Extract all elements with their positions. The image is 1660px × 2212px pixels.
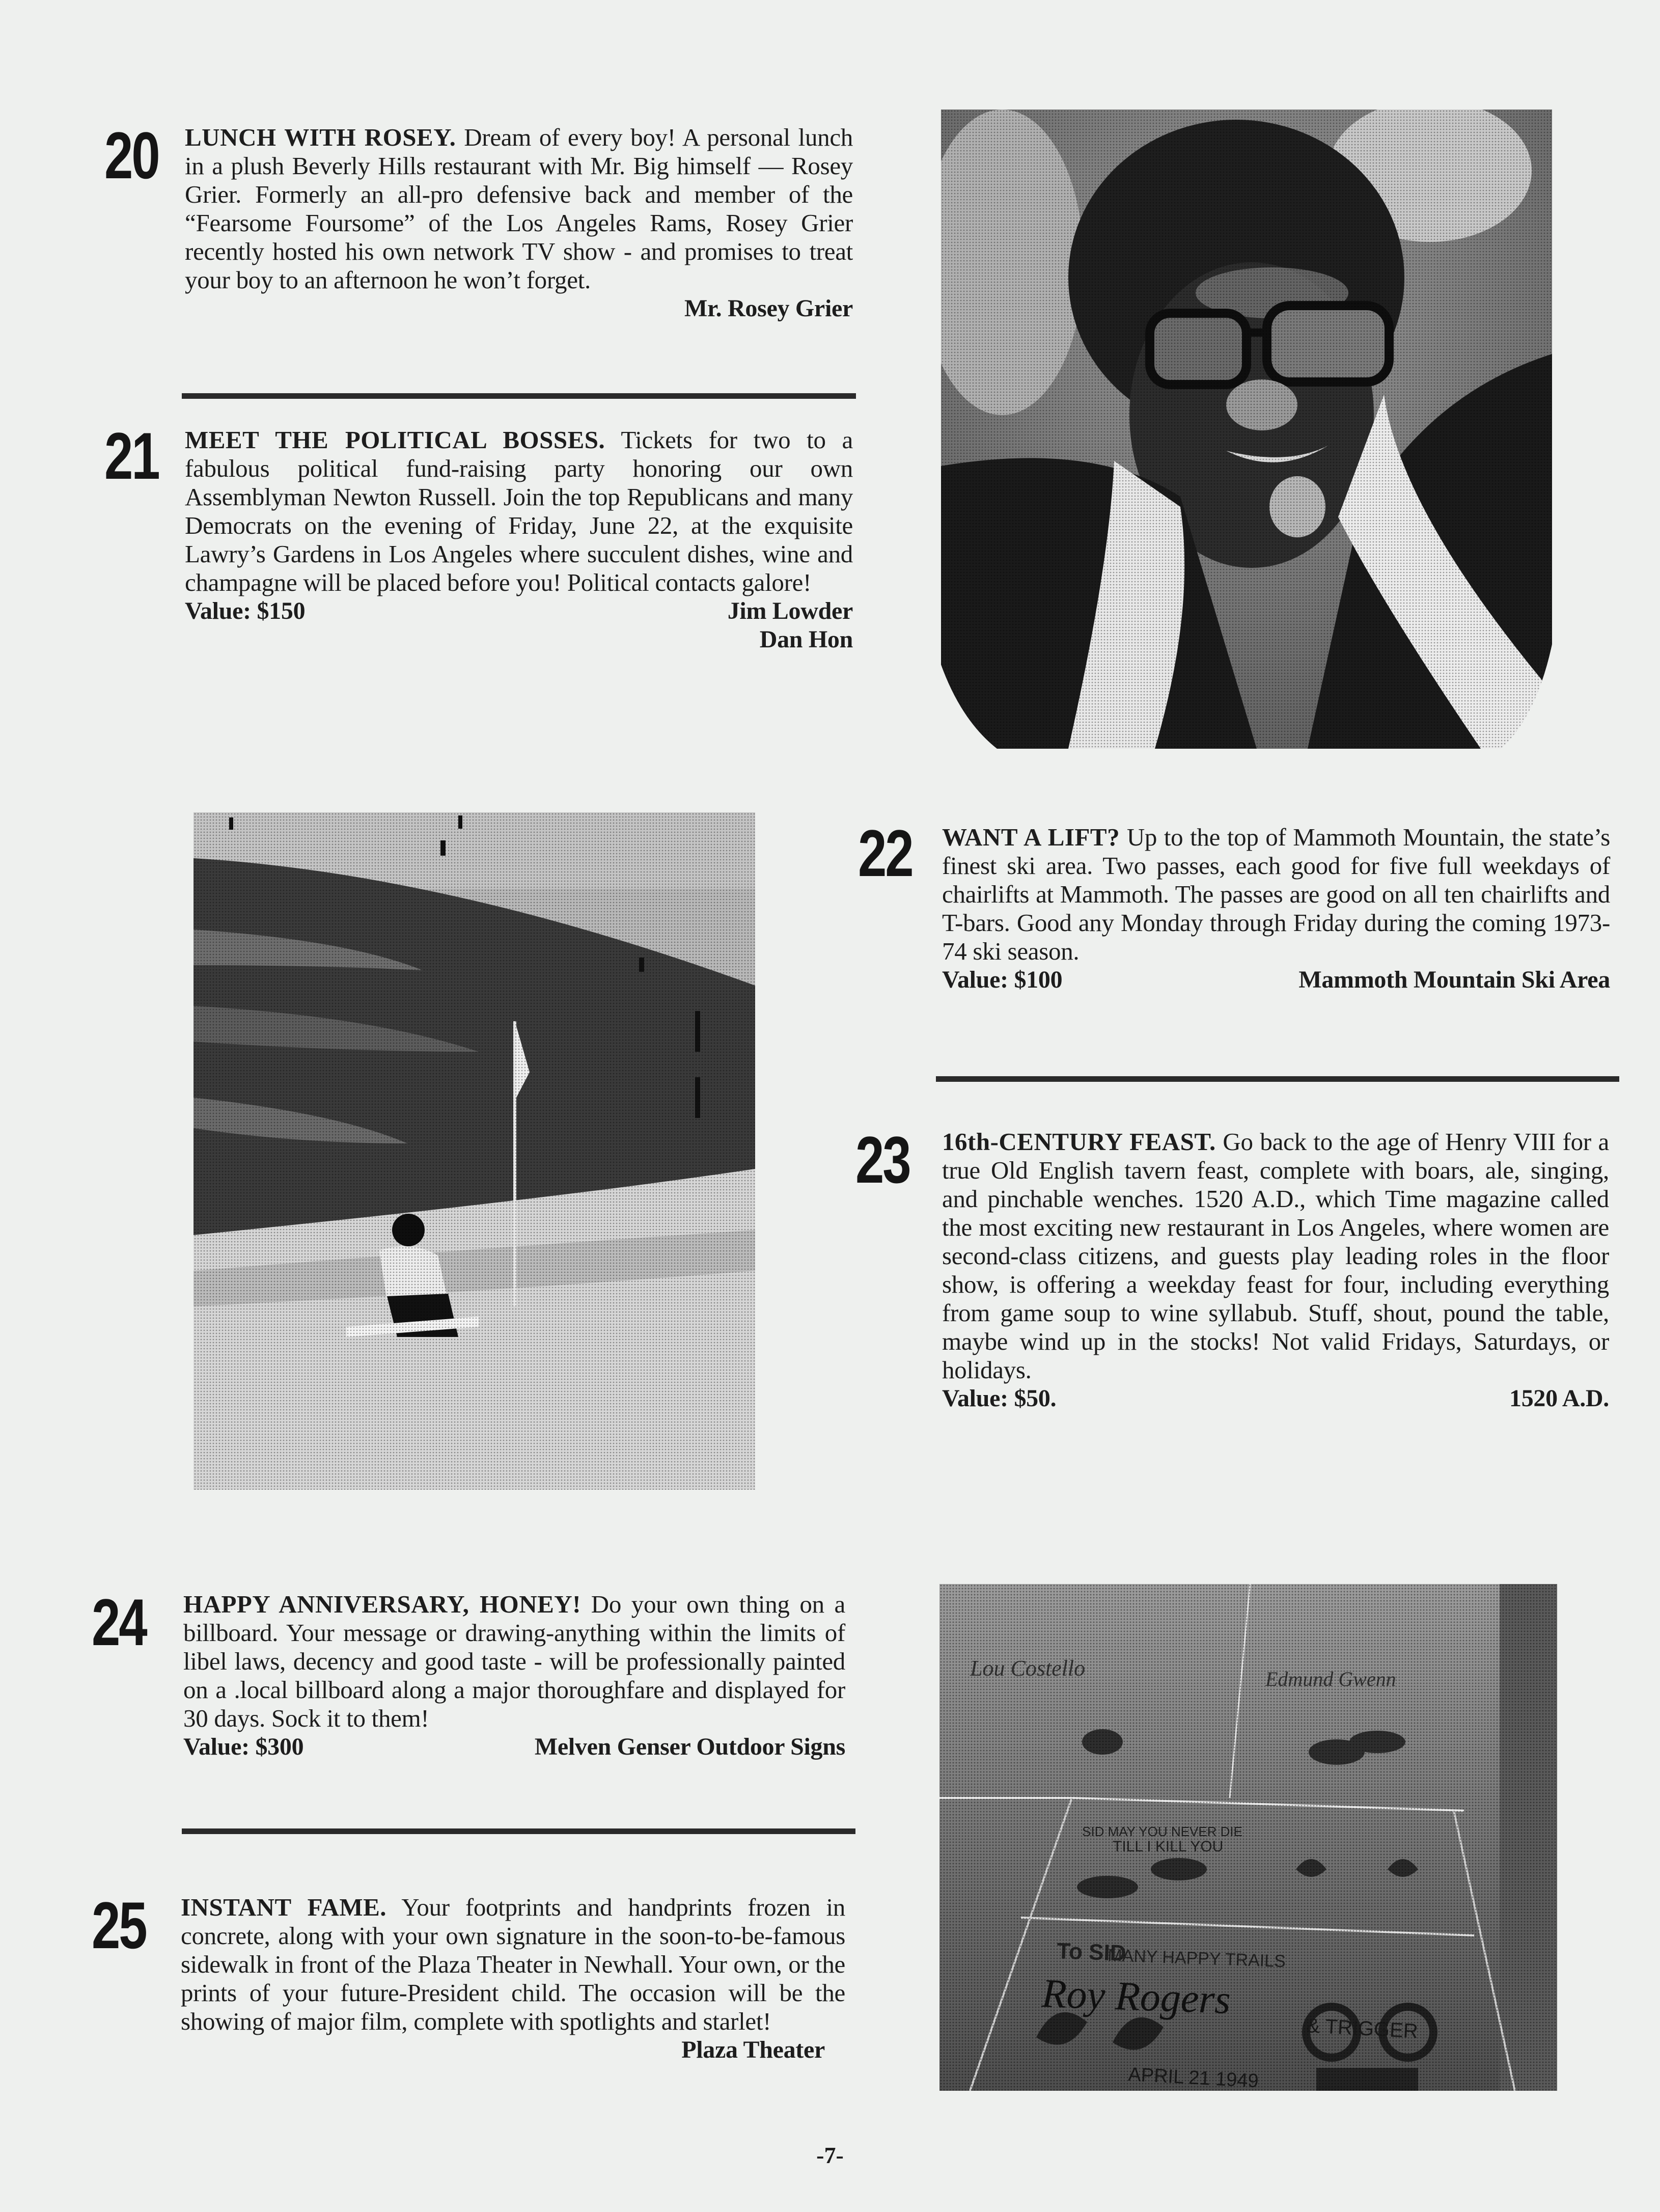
item-number: 24 [92,1585,146,1659]
item-description [181,1893,845,2064]
item-value: Value: $150 [185,597,306,624]
item-text: Your footprints and handprints frozen in concrete, along with your own signature in the soon-to-be-famous sidewalk in front of the Plaza Theater in Newhall. Your own, or the prints of your future-President child. The occasion will be the showing of major film, complete with spotlights and starlet! [181,1893,846,2035]
item-footer [942,966,1610,994]
item-number: 20 [104,118,159,193]
concrete-footprints-image [939,1584,1557,2091]
section-divider [182,393,856,399]
item-title: MEET THE POLITICAL BOSSES. [185,426,605,454]
item-donor-2: Dan Hon [759,626,853,653]
portrait-image [941,110,1552,749]
auction-item-23 [855,1123,1617,1514]
item-description [183,1590,845,1761]
item-value: Value: $100 [942,966,1063,993]
item-description [942,1128,1609,1413]
footprints-photo [939,1584,1557,2091]
auction-item-25 [92,1888,855,2126]
item-text: Tickets for two to a fabulous political fund-raising party honoring our own Assemblyman Newton Russell. Join the top Republicans and many Democrats on the evening of Friday, June 22, at the exquisite Lawry’s Gardens in Los Angeles where succulent dishes, wine and champagne will be placed before you! Political contacts galore! [185,426,853,596]
item-donor: Mr. Rosey Grier [684,295,853,322]
item-description [942,823,1610,994]
auction-item-20 [104,118,855,387]
item-text: Dream of every boy! A personal lunch in a plush Beverly Hills restaurant with Mr. Big himself — Rosey Grier. Formerly an all-pro defensive back and member of the “Fearsome Foursome” of the Los Angeles Rams, Rosey Grier recently hosted his own network TV show - and promises to treat your boy to an afternoon he won’t forget. [185,123,853,294]
section-divider [182,1828,855,1834]
item-text: Up to the top of Mammoth Mountain, the state’s finest ski area. Two passes, each good for five full weekdays of chairlifts at Mammoth. The passes are good on all ten chairlifts and T-bars. Good any Monday through Friday during the coming 1973-74 ski season. [942,823,1610,965]
item-title: LUNCH WITH ROSEY. [185,123,456,151]
item-donor: Melven Genser Outdoor Signs [534,1733,845,1760]
auction-item-21 [104,419,855,718]
item-number: 23 [855,1123,910,1197]
auction-item-22 [858,816,1617,1054]
item-title: WANT A LIFT? [942,823,1120,851]
page-number: -7- [816,2142,844,2168]
item-number: 21 [104,419,159,493]
section-divider [936,1076,1619,1082]
item-text: Go back to the age of Henry VIII for a true Old English tavern feast, complete with boars, ale, singing, and pinchable wenches. 1520 A.D., which Time magazine called the most exciting new restaurant in Los Angeles, where women are second-class citizens, and guests play leading roles in the floor show, is offering a weekday feast for four, including everything from game soup to wine syllabub. Stuff, shout, pound the table, maybe wind up in the stocks! Not valid Fridays, Saturdays, or holidays. [942,1128,1609,1384]
skier-photo [193,812,755,1490]
item-text: Do your own thing on a billboard. Your message or drawing-anything within the limits of libel laws, decency and good taste - will be professionally painted on a .local billboard along a major thoroughfare and displayed for 30 days. Sock it to them! [183,1590,845,1732]
item-title: INSTANT FAME. [181,1893,387,1921]
rosey-grier-photo [941,110,1552,749]
ski-slope-image [193,812,755,1490]
item-number: 25 [92,1888,146,1962]
item-footer [183,1733,845,1761]
item-donor: Jim Lowder [727,597,853,624]
item-donor: 1520 A.D. [1509,1385,1609,1412]
item-number: 22 [858,816,912,890]
item-footer [185,597,853,625]
auction-item-24 [92,1585,855,1803]
item-donor: Plaza Theater [681,2036,825,2063]
item-donor: Mammoth Mountain Ski Area [1298,966,1610,993]
item-title: HAPPY ANNIVERSARY, HONEY! [183,1590,581,1618]
item-description [185,426,853,654]
item-footer [942,1384,1609,1413]
item-description [185,123,853,323]
item-value: Value: $50. [942,1385,1057,1412]
item-title: 16th-CENTURY FEAST. [942,1128,1216,1156]
item-value: Value: $300 [183,1733,304,1760]
